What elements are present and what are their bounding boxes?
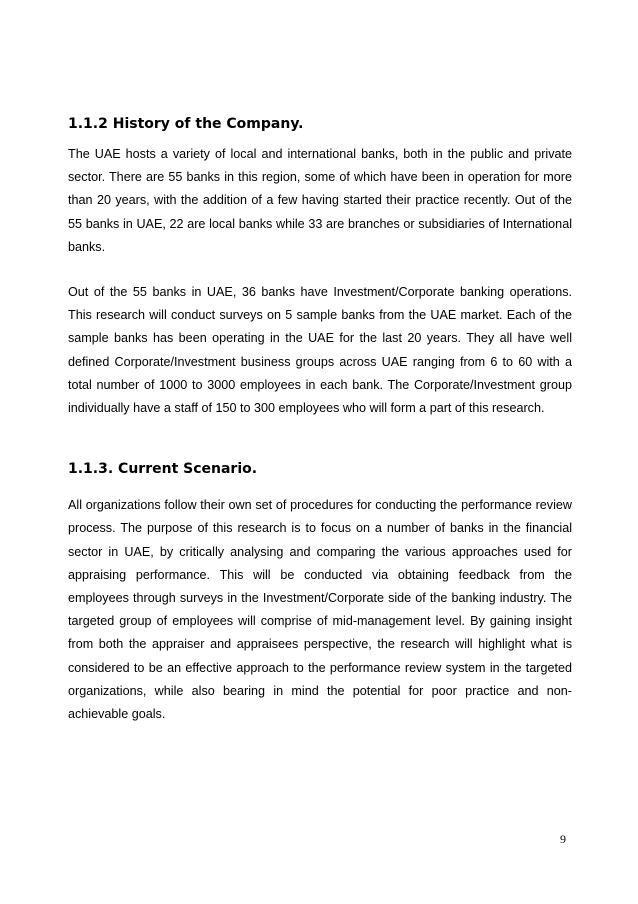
section-heading-history: 1.1.2 History of the Company. xyxy=(68,116,304,132)
history-paragraph-2: Out of the 55 banks in UAE, 36 banks have Investment/Corporate banking operations. This research will conduct surveys on 5 sample banks from the UAE market. Each of the sample banks has been operating in the UAE for the last 20 years. They all have well defined Corporate/Investment business groups across UAE ranging from 6 to 60 with a total number of 1000 to 3000 employees in each bank. The Corporate/Investment group individually have a staff of 150 to 300 employees who will form a part of this research. xyxy=(68,285,572,416)
page-number: 9 xyxy=(560,832,566,846)
history-paragraph-1: The UAE hosts a variety of local and international banks, both in the public and private sector. There are 55 banks in this region, some of which have been in operation for more than 20 years, with the addition of a few having started their practice recently. Out of the 55 banks in UAE, 22 are local banks while 33 are branches or subsidiaries of International banks. xyxy=(68,147,572,254)
page-content xyxy=(68,113,572,726)
section-heading-current-scenario: 1.1.3. Current Scenario. xyxy=(68,461,258,478)
current-scenario-paragraph: All organizations follow their own set of procedures for conducting the performance review process. The purpose of this research is to focus on a number of banks in the financial sector in UAE, by critically analysing and comparing the various approaches used for appraising performance. This will be conducted via obtaining feedback from the employees through surveys in the Investment/Corporate side of the banking industry. The targeted group of employees will comprise of mid-management level. By gaining insight from both the appraiser and appraisees perspective, the research will highlight what is considered to be an effective approach to the performance review system in the targeted organizations, while also bearing in mind the potential for poor practice and non-achievable goals. xyxy=(68,498,572,722)
